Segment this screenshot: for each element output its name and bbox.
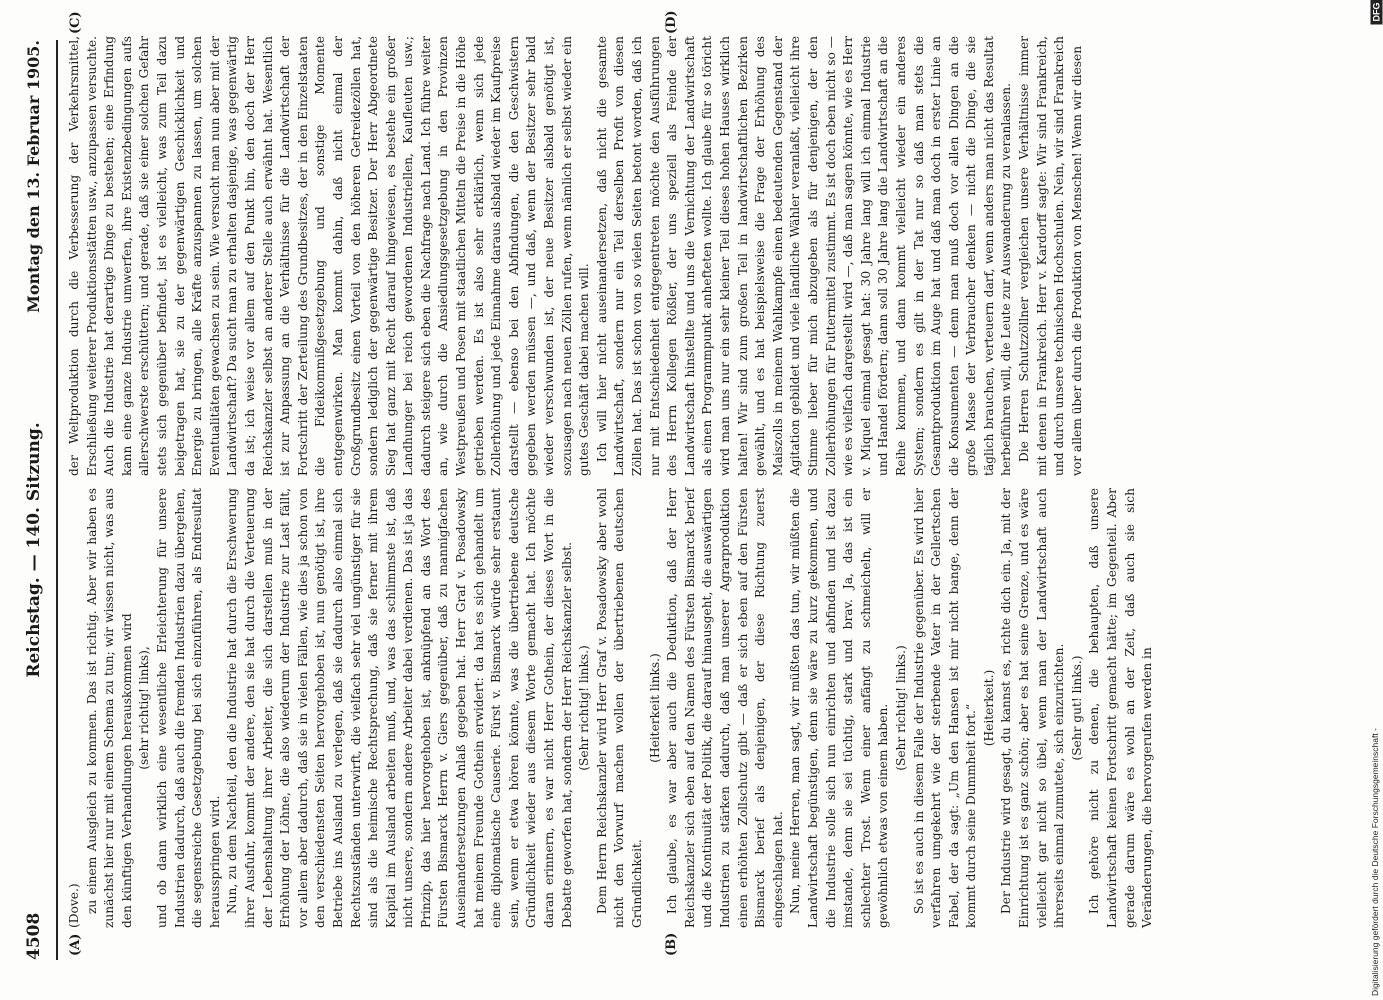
paragraph: zu einem Ausgleich zu kommen. Das ist richtig. Aber wir haben es zunächst hier nur mit einem Schema zu tun; wir wissen nicht, was aus den künftigen Verhandlungen herauskommen wird: [84, 488, 134, 928]
margin-mark-a: (A): [68, 933, 83, 956]
margin-mark-d: (D): [664, 10, 679, 34]
paragraph: (sehr richtig! links),: [137, 646, 152, 770]
paragraph: Ich gehöre nicht zu denen, die behaupten, daß unsere Landwirtschaft keinen Fortschritt gemacht hätte; im Gegenteil. Aber gerade darum wäre es wohl an der Zeit, daß auch sie sich Veränderungen, die hervorgerufen werden in: [1087, 488, 1155, 928]
header-rule: [56, 40, 58, 960]
paragraph: Ich will hier nicht auseinandersetzen, daß nicht die gesamte Landwirtschaft, sondern nur ein Teil derselben Profit von diesen Zöllen hat. Das ist schon von so vielen Seiten betont worden, daß ich nur mit Entschiedenheit entgegentreten möchte den Ausführungen des Herrn Kollegen Rößler, der uns speziell als Feinde der Landwirtschaft hinstellte und uns die Vernichtung der Landwirtschaft als einen Programmpunkt anhefteten wollte. Ich glaube für so töricht wird man uns nur ein sehr kleiner Teil dieses hohen Hauses wirklich halten! Wir sind zum großen Teil in landwirtschaftlichen Bezirken gewählt, und es hat beispielsweise die Frage der Erhöhung des Maiszolls in meinem Wahlkampfe einen bedeutenden Gegenstand der Agitation gebildet und viele ländliche Wähler veranlaßt, vielleicht ihre Stimme lieber für mich abzugeben als für denjenigen, der den Zollerhöhungen für Futtermittel zustimmt. Es ist doch eben nicht so — wie es vielfach dargestellt wird —, daß man sagen könnte, wie es Herr v. Miquel einmal gesagt hat: 30 Jahre lang will ich einmal Industrie und Handel fördern; dann soll 30 Jahre lang die Landwirtschaft an die Reihe kommen, und dann kommt vielleicht wieder ein anderes System; sondern es gilt in der Tat nur so daß man stets die Gesamtproduktion im Auge hat und daß man doch in erster Linie an die Konsumenten — denn man muß doch vor allen Dingen an die große Masse der Verbraucher denken — nicht die Dinge, die sie täglich brauchen, verteuern darf, wenn anders man nicht das Resultat herbeiführen will, die Leute zur Auswanderung zu veranlassen.: [594, 36, 1014, 476]
page-number: 4508: [24, 912, 44, 960]
paragraph: (Heiterkeit links.): [647, 653, 662, 763]
paragraph: (Sehr richtig! links.): [893, 645, 908, 771]
paragraph: (Sehr richtig! links.): [577, 645, 592, 771]
paragraph: Nun, meine Herren, man sagt, wir müßten das tun, wir müßten die Landwirtschaft begünstigen, denn sie wäre zu kurz gekommen, und die Industrie solle sich nun einrichten und abfinden und ist dazu imstande, denn sie sei tüchtig, stark und brav. Ja, das ist ein schlechter Trost. Wenn einer anfängt zu schmeicheln, will er gewöhnlich etwas von einem haben.: [788, 488, 891, 928]
paragraph: (Sehr gut! links.): [1069, 655, 1084, 761]
paragraph: (Dove.): [67, 883, 81, 928]
page-header: [24, 40, 60, 960]
rotated-page: [4, 4, 1334, 998]
session-date: Montag den 13. Februar 1905.: [24, 40, 43, 313]
digitization-note: Digitalisierung gefördert durch die Deutsche Forschungsgemeinschaft -: [1370, 728, 1380, 996]
paragraph: und ob dann wirklich eine wesentliche Erleichterung für unsere Industrien dadurch, daß auch die fremden Industrien dazu übergehen, die segensreiche Gesetzgebung bei sich einzuführen, als Endresultat herausspringen wird.: [154, 488, 222, 928]
session-title: Reichstag. — 140. Sitzung.: [24, 422, 44, 678]
dfg-logo: DFG: [1371, 0, 1383, 25]
paragraph: der Weltproduktion durch die Verbesserung der Verkehrsmittel, Erschließung weiterer Produktionsstätten usw., anzupassen versuchte. Auch die Industrie hat derartige Dinge zu bestehen; eine Erfindung kann eine ganze Industrie umwerfen, ihre Existenzbedingungen aufs allerschwerste erschüttern; und gerade, daß sie einer solchen Gefahr stets sich gegenüber befindet, ist es vielleicht, was zum Teil dazu beigetragen hat, sie zu der gegenwärtigen Geschicklichkeit und Energie zu bringen, alle Kräfte anzuspannen zu lassen, um solchen Eventualitäten gewachsen zu sein. Wie versucht man nun aber mit der Landwirtschaft? Da sucht man zu erhalten dasjenige, was gegenwärtig da ist; ich weise vor allem auf den Punkt hin, den doch der Herr Reichskanzler selbst an anderer Stelle auch erwähnt hat. Wesentlich ist zur Anpassung an die Verhältnisse für die Landwirtschaft der Fortschritt der Zerteilung des Grundbesitzes, der in den Einzelstaaten die Fideikommißgesetzgebung und sonstige Momente entgegenwirken. Man kommt dahin, daß nicht einmal der Großgrundbesitz einen Vorteil von den höheren Getreidezöllen hat, sondern lediglich der gegenwärtige Besitzer. Der Herr Abgeordnete Sieg hat ganz mit Recht darauf hingewiesen, es bestehe ein großer Landhunger bei reich gewordenen Industriellen, Kaufleuten usw.; dadurch steigere sich eben die Nachfrage nach Land. Ich führe weiter an, wie durch die Ansiedlungsgesetzgebung in den Provinzen Westpreußen und Posen mit staatlichen Mitteln die Preise in die Höhe getrieben werden. Es ist also sehr erklärlich, wenn sich jede Zollerhöhung und jede Einnahme daraus alsbald wieder im Kaufpreise darstellt — ebenso bei den Abfindungen, die den Geschwistern gegeben werden müssen —, und daß, wenn der Besitzer sehr bald wieder verschwunden ist, der neue Besitzer alsbald genötigt ist, sozusagen nach neuen Zöllen rufen, wenn nämlich er selbst wieder ein gutes Geschäft dabei machen will.: [67, 36, 592, 476]
paragraph: (Heiterkeit.): [981, 669, 996, 747]
paragraph: Der Industrie wird gesagt, du kannst es, richte dich ein. Ja, mit der Einrichtung ist es ganz schön; aber es hat seine Grenze, und es wäre vielleicht gar nicht so übel, wenn man der Landwirtschaft auch ihrerseits einmal zumutete, sich einzurichten.: [999, 488, 1067, 928]
right-text-column: [66, 36, 1086, 476]
paragraph: Die Herren Schutzzöllner vergleichen unsere Verhältnisse immer mit denen in Frankreich. Herr v. Kardorff sagte: Wir sind Frankreich, und durch unsere technischen Hochschulen. Nein, wir sind Frankreich vor allem über durch die Produktion von Menschen! Wenn wir diesen: [1017, 36, 1084, 476]
margin-mark-c: (C): [68, 11, 83, 34]
paragraph: Nun, zu dem Nachteil, den die Industrie hat durch die Erschwerung ihrer Ausfuhr, kommt der andere, den sie hat durch die Verteuerung der Lebenshaltung ihrer Arbeiter, die sich darstellen muß in der Erhöhung der Löhne, die also wiederum der Industrie zur Last fällt, vor allem aber dadurch, daß sie in vielen Fällen, wie dies ja schon von den verschiedensten Seiten hervorgehoben ist, nun genötigt ist, ihre Betriebe ins Ausland zu verlegen, daß sie dadurch also einmal sich Rechtszuständen unterwirft, die vielfach sehr viel ungünstiger für sie sind als die heimische Rechtsprechung, daß sie ferner mit ihrem Kapital im Ausland arbeiten muß, und, was das schlimmste ist, daß nicht unsere, sondern andere Arbeiter dabei verdienen. Das ist ja das Prinzip, das hier hervorgehoben ist, anknüpfend an das Wort des Fürsten Bismarck Herrn v. Giers gegenüber, daß zu mannigfachen Auseinandersetzungen Anlaß gegeben hat. Herr Graf v. Posadowsky hat meinem Freunde Gothein erwidert: da hat es sich gehandelt um eine diplomatische Causerie. Fürst v. Bismarck würde sehr erstaunt sein, wenn er etwa hören könnte, was die übertriebene deutsche Gründlichkeit wieder aus diesem Worte gemacht hat. Ich möchte daran erinnern, es war nicht Herr Gothein, der dieses Wort in die Debatte geworfen hat, sondern der Herr Reichskanzler selbst.: [225, 488, 574, 928]
paragraph: So ist es auch in diesem Falle der Industrie gegenüber. Es wird hier verfahren umgekehrt wie der sterbende Vater in der Gellertschen Fabel, der da sagt: „Um den Hansen ist mir nicht bange, denn der kommt durch seine Dummheit fort.“: [911, 488, 979, 928]
page-area: [4, 4, 1334, 998]
paragraph: Dem Herrn Reichskanzler wird Herr Graf v. Posadowsky aber wohl nicht den Vorwurf machen wollen der übertriebenen deutschen Gründlichkeit.: [594, 488, 644, 928]
paragraph: Ich glaube, es war aber auch die Deduktion, daß der Herr Reichskanzler sich eben auf den Namen des Fürsten Bismarck berief und die Kontinuität der Politik, die darauf hinausgeht, die auswärtigen Industrien zu stärken dadurch, daß man unserer Agrarproduktion einen erhöhten Zollschutz gibt — daß er sich eben auf den Fürsten Bismarck berief als denjenigen, der diese Richtung zuerst eingeschlagen hat.: [665, 488, 785, 928]
left-text-column: [66, 488, 1157, 928]
margin-mark-b: (B): [664, 932, 679, 956]
